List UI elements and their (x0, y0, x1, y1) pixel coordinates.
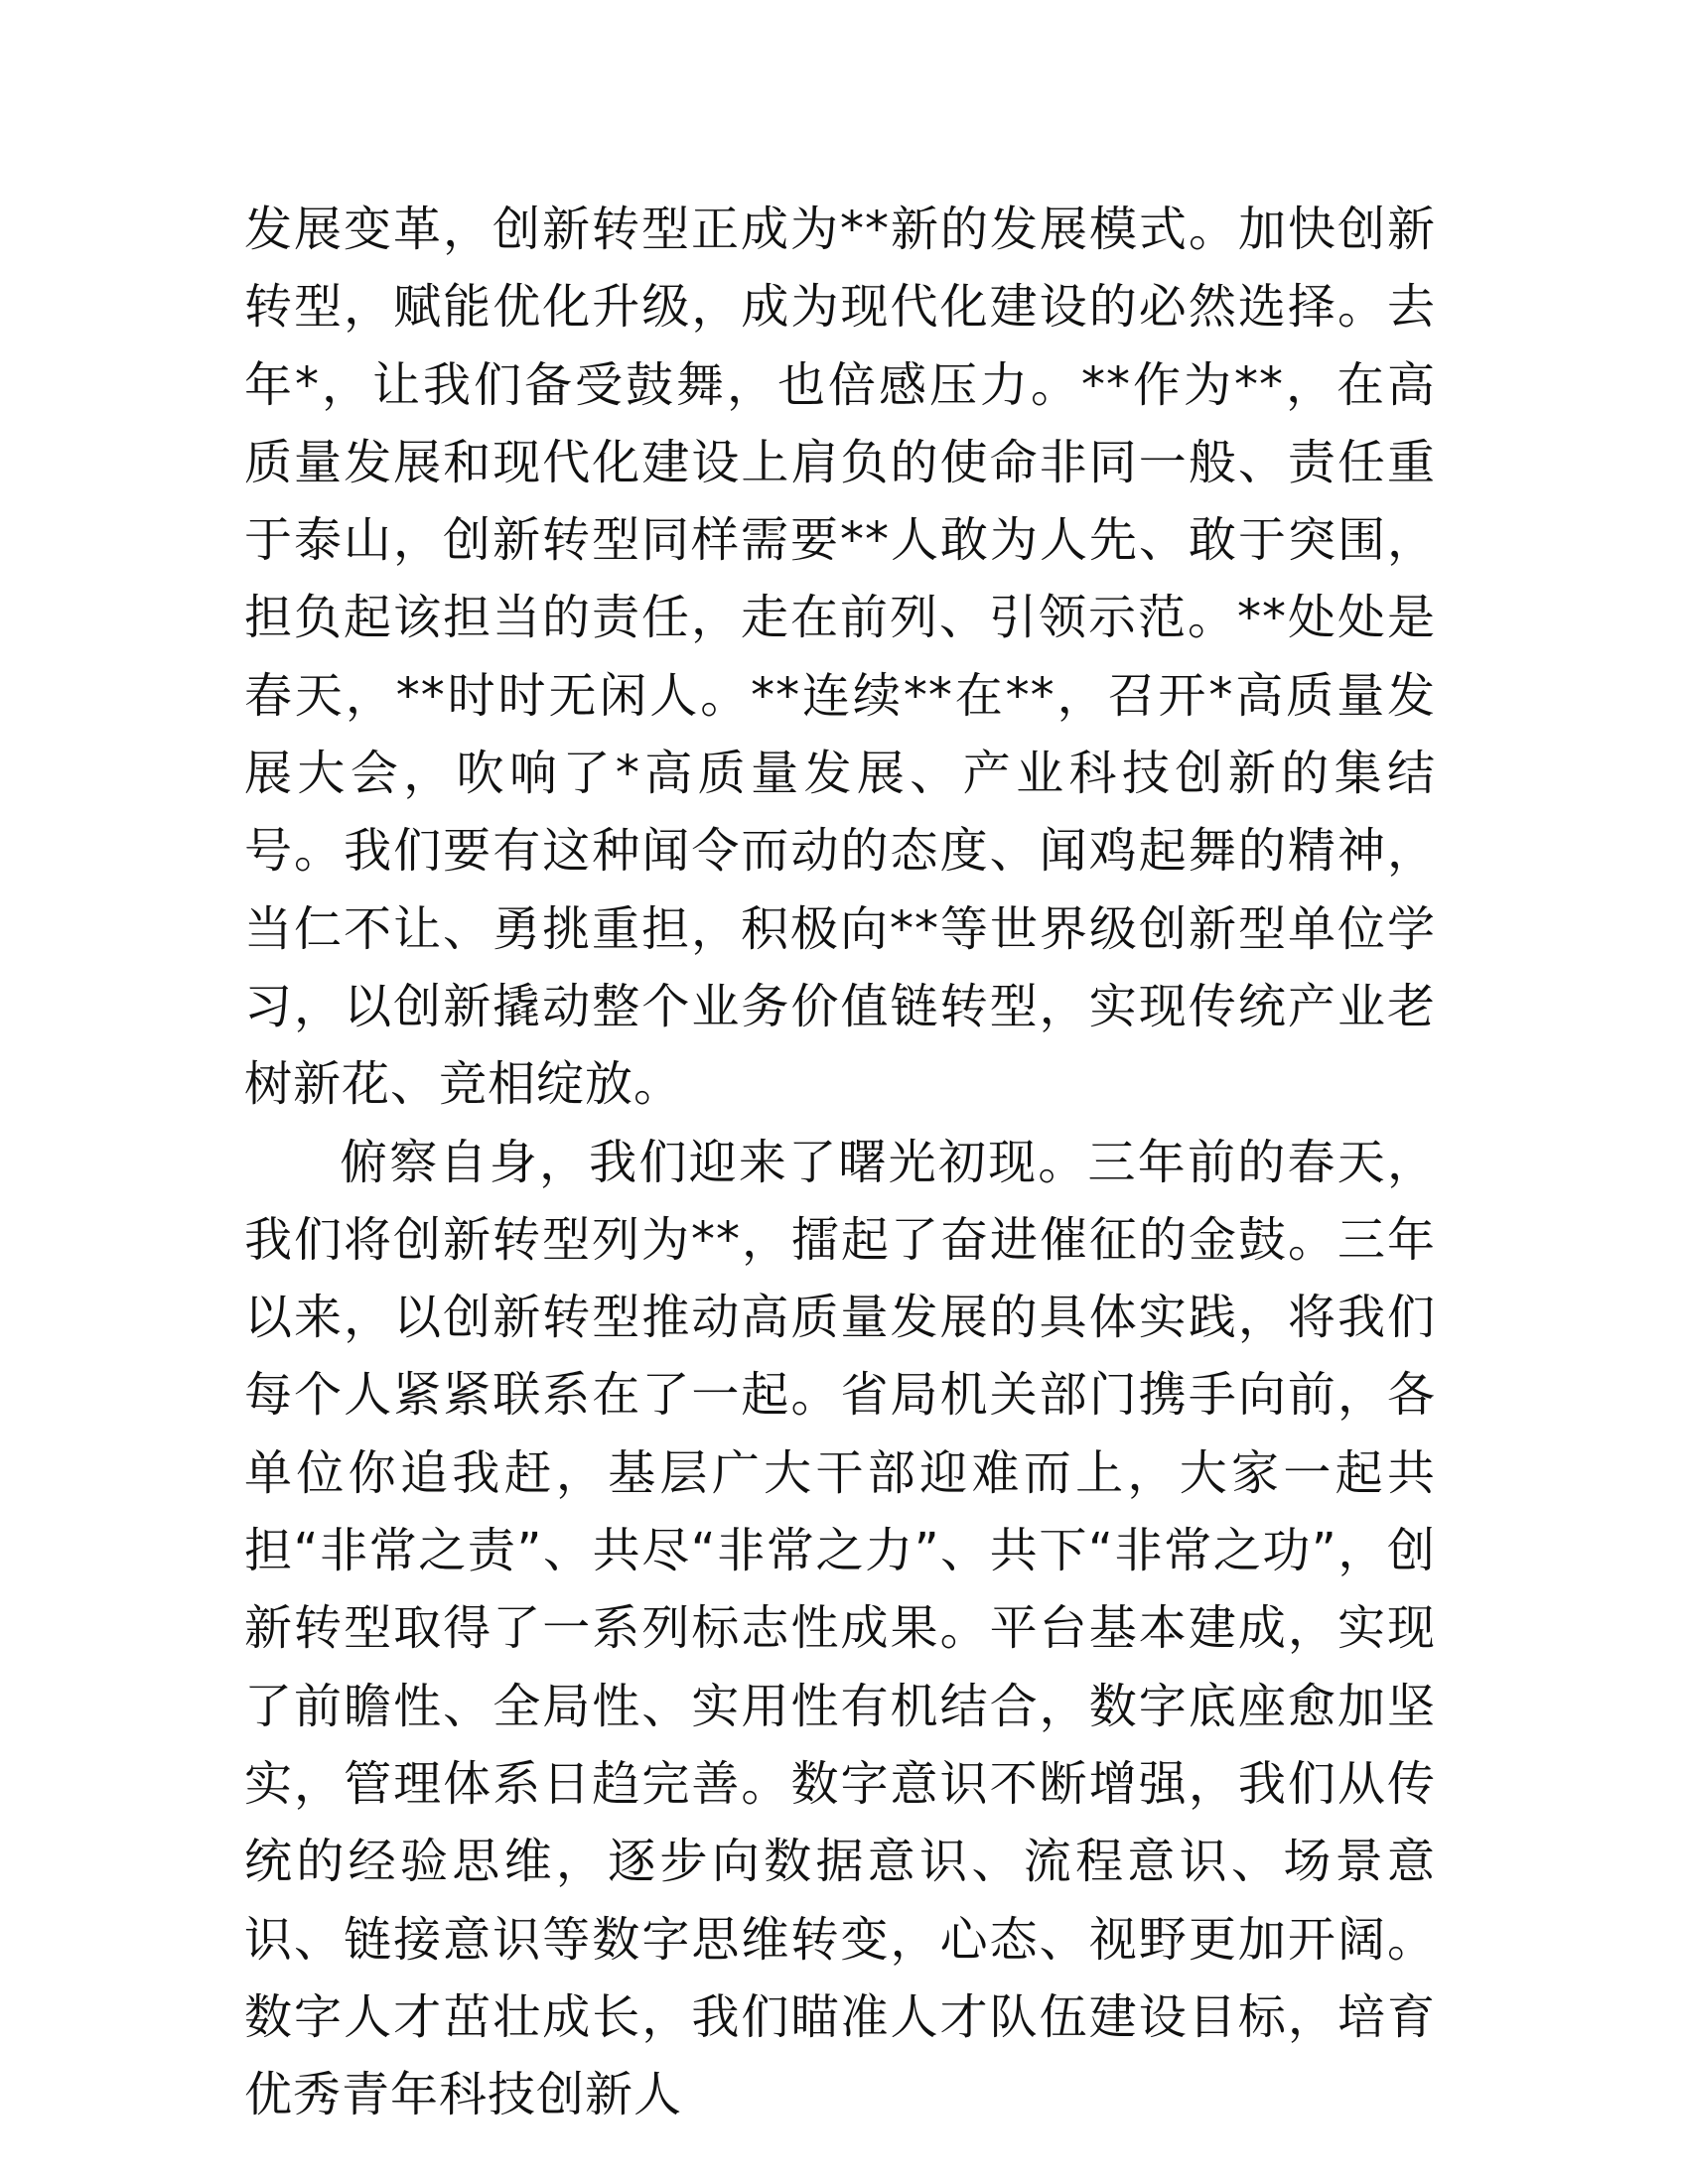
body-text (244, 191, 1436, 2133)
paragraph-self-review: 俯察自身，我们迎来了曙光初现。三年前的春天，我们将创新转型列为**，擂起了奋进催征的金鼓。三年以来，以创新转型推动高质量发展的具体实践，将我们每个人紧紧联系在了一起。省局机关部门携手向前，各单位你追我赶，基层广大干部迎难而上，大家一起共担“非常之责”、共尽“非常之力”、共下“非常之功”，创新转型取得了一系列标志性成果。平台基本建成，实现了前瞻性、全局性、实用性有机结合，数字底座愈加坚实，管理体系日趋完善。数字意识不断增强，我们从传统的经验思维，逐步向数据意识、流程意识、场景意识、链接意识等数字思维转变，心态、视野更加开阔。数字人才茁壮成长，我们瞄准人才队伍建设目标，培育优秀青年科技创新人 (244, 1134, 1436, 2123)
paragraph-continuation: 发展变革，创新转型正成为**新的发展模式。加快创新转型，赋能优化升级，成为现代化建设的必然选择。去年*，让我们备受鼓舞，也倍感压力。**作为**，在高质量发展和现代化建设上肩负的使命非同一般、责任重于泰山，创新转型同样需要**人敢为人先、敢于突围，担负起该担当的责任，走在前列、引领示范。**处处是春天，**时时无闲人。**连续**在**，召开*高质量发展大会，吹响了*高质量发展、产业科技创新的集结号。我们要有这种闻令而动的态度、闻鸡起舞的精神，当仁不让、勇挑重担，积极向**等世界级创新型单位学习，以创新撬动整个业务价值链转型，实现传统产业老树新花、竞相绽放。 (244, 202, 1436, 1113)
